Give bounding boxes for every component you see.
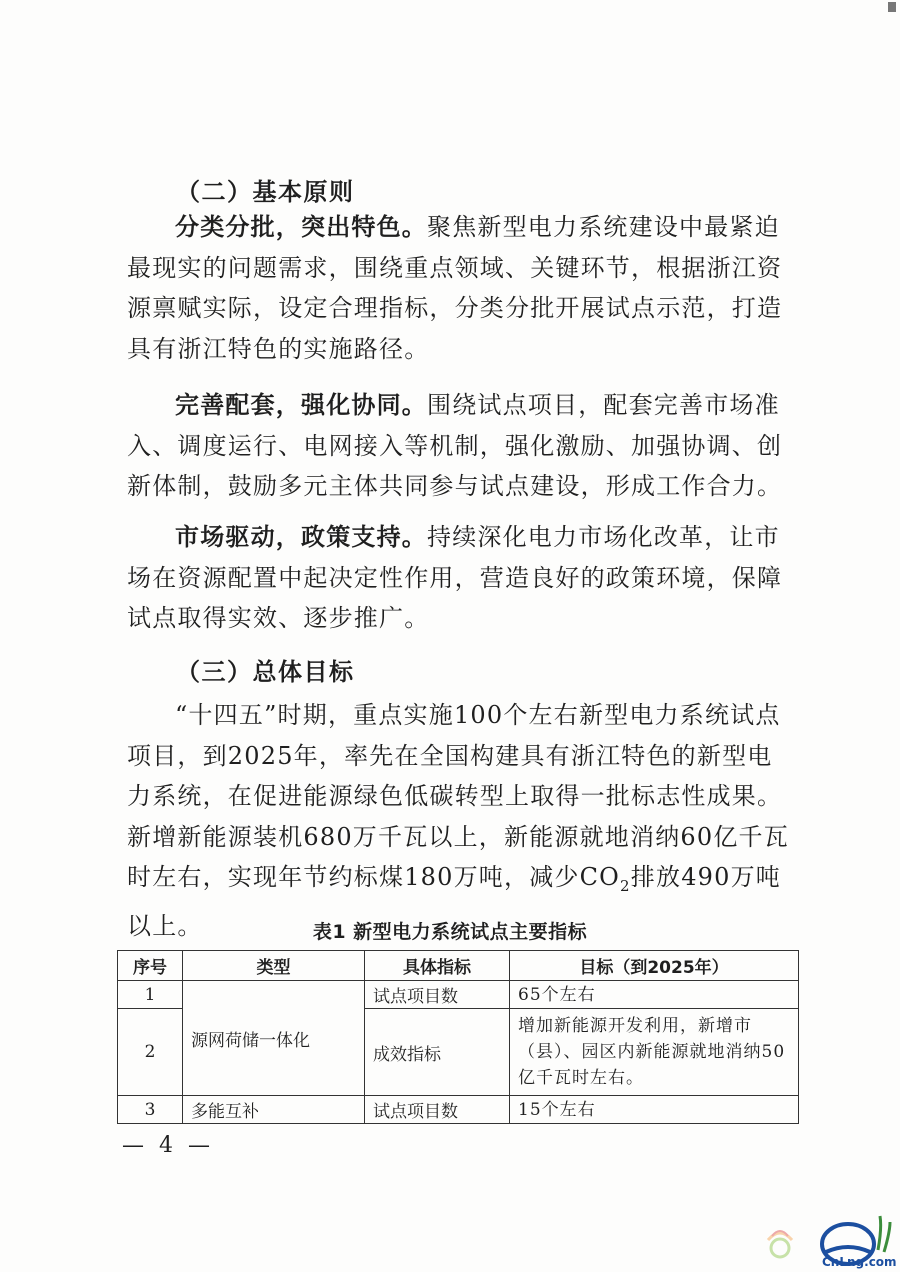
header-serial: 序号 [118,951,183,981]
principle-title: 完善配套，强化协同。 [175,390,427,419]
cell-indicator: 试点项目数 [365,1096,510,1124]
cell-indicator: 试点项目数 [365,981,510,1009]
co2-subscript: 2 [620,876,631,895]
cell-serial: 1 [118,981,183,1009]
cell-serial: 2 [118,1009,183,1096]
principle-title: 市场驱动，政策支持。 [175,522,427,551]
targets-text-end: 排放490万吨以上。 [127,863,782,941]
principle-paragraph-1 [127,207,795,369]
scan-mark [888,2,896,12]
cell-type: 源网荷储一体化 [183,981,365,1096]
cell-serial: 3 [118,1096,183,1124]
header-target: 目标（到2025年） [510,951,799,981]
watermark-text: CnLng.com [822,1255,897,1269]
principle-paragraph-2 [127,385,795,507]
cell-indicator: 成效指标 [365,1009,510,1096]
table-caption: 表1 新型电力系统试点主要指标 [312,921,588,943]
cell-target: 15个左右 [510,1096,799,1124]
watermark-logo-icon [758,1200,898,1270]
table-row [118,1096,799,1124]
principle-body: 聚焦新型电力系统建设中最紧迫最现实的问题需求，围绕重点领域、关键环节，根据浙江资源禀赋实际，设定合理指标，分类分批开展试点示范，打造具有浙江特色的实施路径。 [127,213,783,363]
indicators-table [117,950,799,1124]
page-number: — 4 — [122,1133,214,1158]
targets-text: “十四五”时期，重点实施100个左右新型电力系统试点项目，到2025年，率先在全国构建具有浙江特色的新型电力系统，在促进能源绿色低碳转型上取得一批标志性成果。新增新能源装机680万千瓦以上，新能源就地消纳60亿千瓦时左右，实现年节约标煤180万吨，减少CO [127,701,789,891]
table-header-row [118,951,799,981]
section-heading-targets: （三）总体目标 [176,657,355,686]
section-heading-principles: （二）基本原则 [176,177,355,206]
cell-type: 多能互补 [183,1096,365,1124]
header-type: 类型 [183,951,365,981]
principle-body: 持续深化电力市场化改革，让市场在资源配置中起决定性作用，营造良好的政策环境，保障试点取得实效、逐步推广。 [127,523,783,632]
targets-paragraph [127,695,795,947]
principle-paragraph-3 [127,517,795,639]
table-row [118,981,799,1009]
principle-title: 分类分批，突出特色。 [175,212,427,241]
cell-target: 65个左右 [510,981,799,1009]
header-indicator: 具体指标 [365,951,510,981]
principle-body: 围绕试点项目，配套完善市场准入、调度运行、电网接入等机制，强化激励、加强协调、创新体制，鼓励多元主体共同参与试点建设，形成工作合力。 [127,391,783,500]
cell-target: 增加新能源开发利用，新增市（县）、园区内新能源就地消纳50亿千瓦时左右。 [510,1009,799,1096]
